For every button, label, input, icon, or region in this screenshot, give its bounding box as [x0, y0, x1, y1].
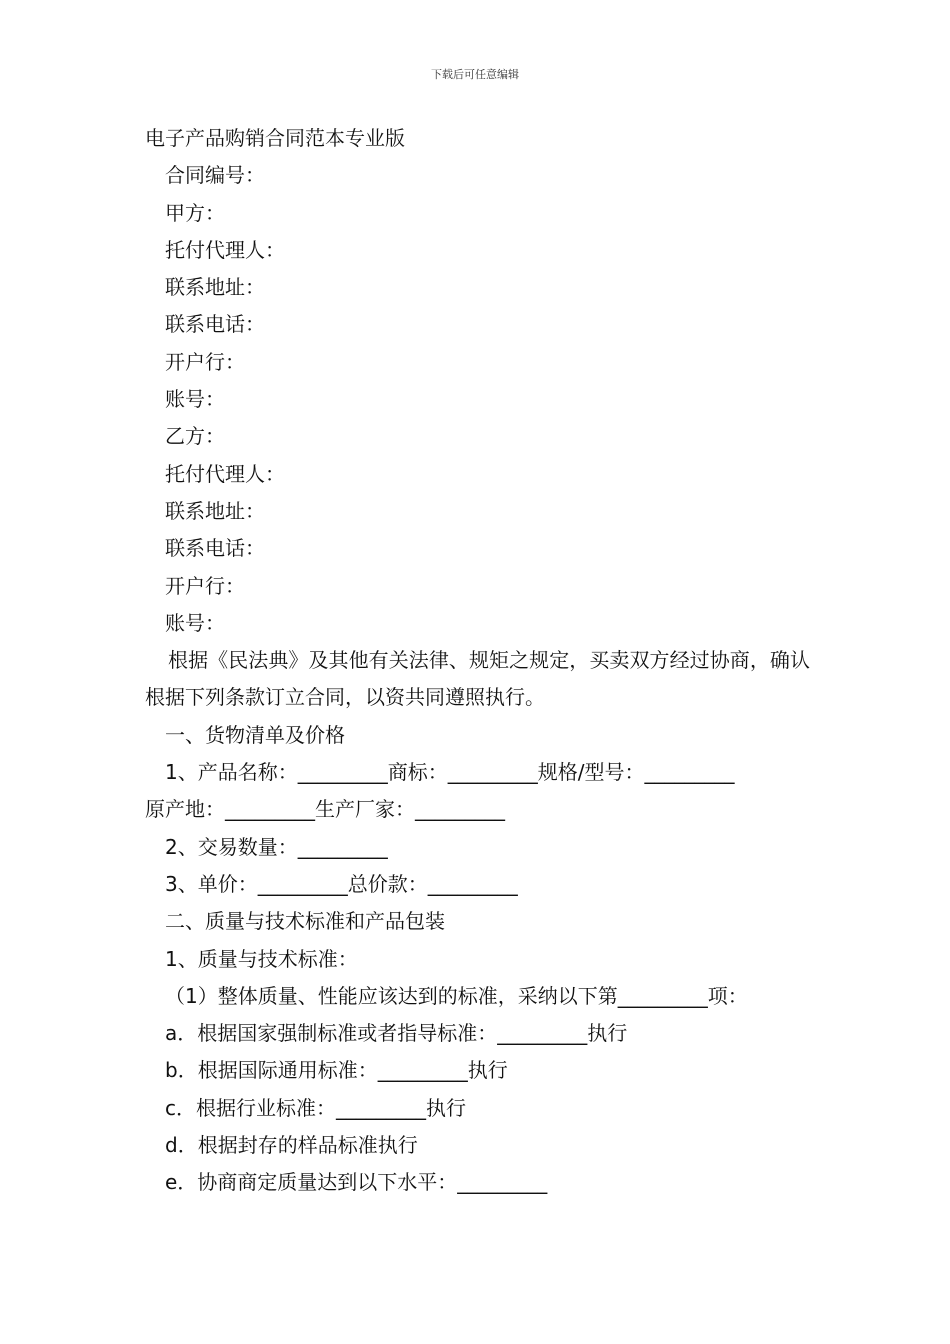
- contract-number-line: 合同编号：: [165, 163, 265, 188]
- party-a-bank-line: 开户行：: [165, 349, 245, 374]
- party-a-line: 甲方：: [165, 200, 225, 225]
- section-2-heading: 二、质量与技术标准和产品包装: [165, 909, 445, 934]
- section-1-heading: 一、货物清单及价格: [165, 722, 345, 747]
- intro-paragraph: 根据《民法典》及其他有关法律、规矩之规定，买卖双方经过协商，确认根据下列条款订立合同，以资共同遵照执行。: [145, 648, 810, 710]
- party-a-account-line: 账号：: [165, 387, 225, 412]
- page-header: 下载后可任意编辑: [431, 68, 519, 81]
- option-e-line: e．协商商定质量达到以下水平：_________: [165, 1170, 548, 1195]
- item-2-line: 2、交易数量：_________: [165, 834, 388, 859]
- contract-body: [145, 120, 810, 1202]
- document-title: 电子产品购销合同范本专业版: [145, 126, 405, 150]
- party-b-line: 乙方：: [165, 424, 225, 449]
- party-b-bank-line: 开户行：: [165, 573, 245, 598]
- option-a-line: a．根据国家强制标准或者指导标准：_________执行: [165, 1021, 628, 1046]
- party-b-phone-line: 联系电话：: [165, 536, 265, 561]
- option-c-line: c．根据行业标准：_________执行: [165, 1095, 466, 1120]
- party-a-phone-line: 联系电话：: [165, 312, 265, 337]
- party-a-agent-line: 托付代理人：: [165, 237, 285, 262]
- subsection-1-1-line: （1）整体质量、性能应该达到的标准，采纳以下第_________项：: [165, 983, 748, 1008]
- party-b-account-line: 账号：: [165, 610, 225, 635]
- party-b-address-line: 联系地址：: [165, 498, 265, 523]
- item-3-line: 3、单价：_________总价款：_________: [165, 871, 518, 896]
- item-1-line: 1、产品名称：_________商标：_________规格/型号：_________: [165, 760, 735, 785]
- party-b-agent-line: 托付代理人：: [165, 461, 285, 486]
- item-1-continuation: 原产地：_________生产厂家：_________: [145, 797, 505, 822]
- option-b-line: b．根据国际通用标准：_________执行: [165, 1058, 508, 1083]
- subsection-1-heading: 1、质量与技术标准：: [165, 946, 358, 971]
- party-a-address-line: 联系地址：: [165, 275, 265, 300]
- option-d-line: d．根据封存的样品标准执行: [165, 1133, 418, 1158]
